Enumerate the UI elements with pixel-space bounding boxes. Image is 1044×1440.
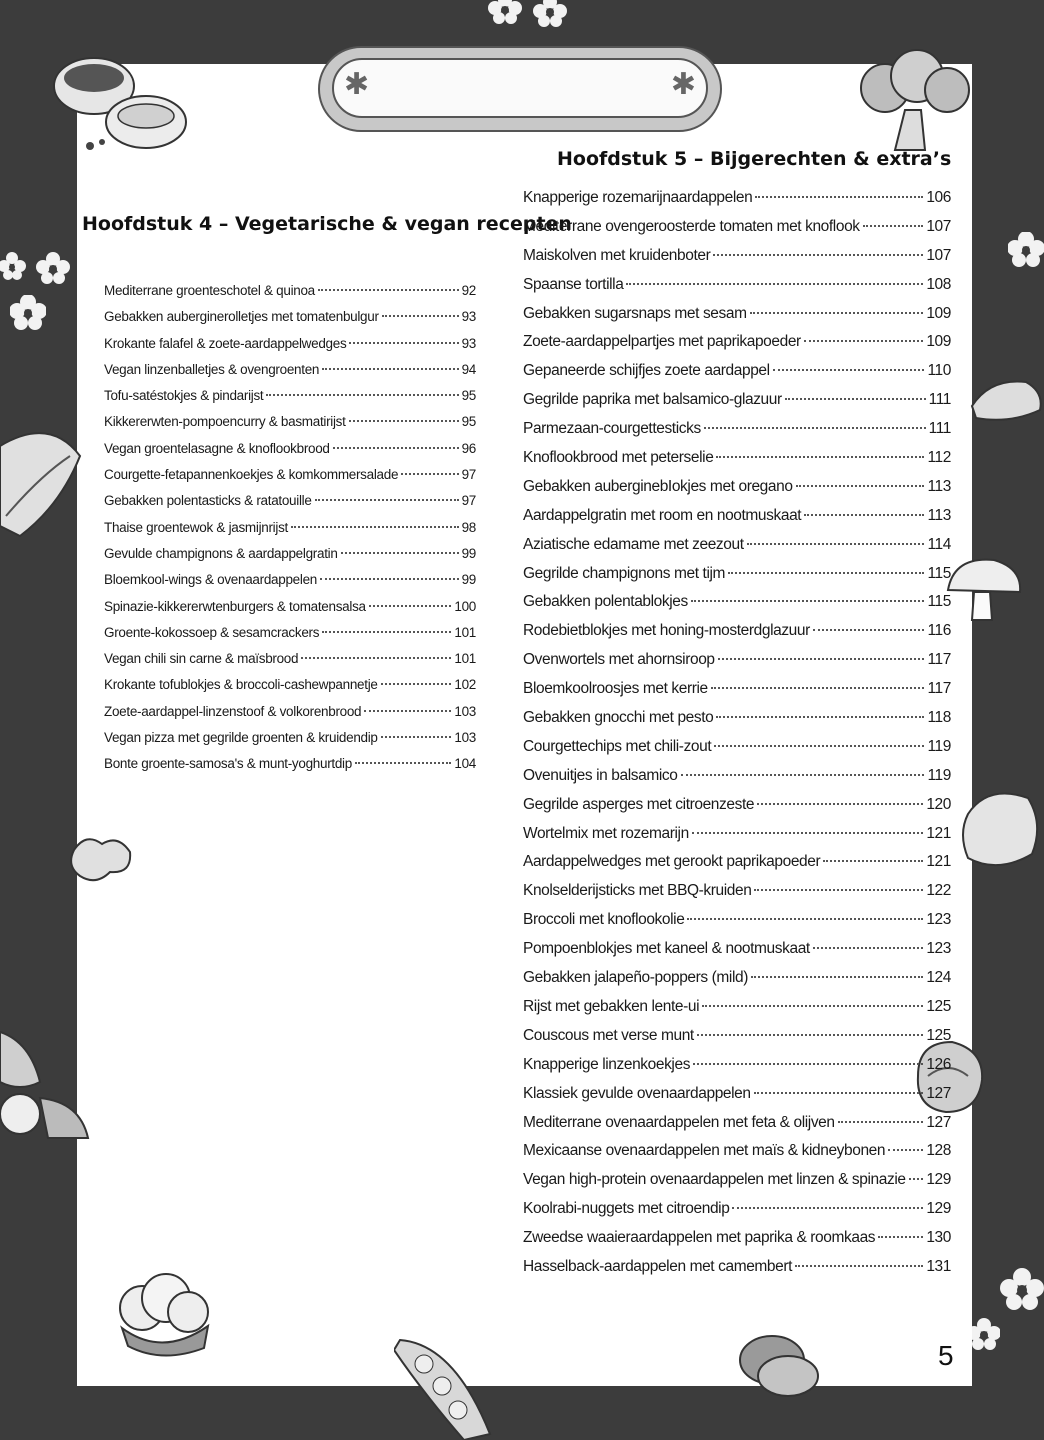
toc-entry-title: Knolselderijsticks met BBQ-kruiden: [523, 882, 752, 900]
dot-leader: [687, 918, 923, 920]
toc-entry-title: Aardappelwedges met gerookt paprikapoeder: [523, 853, 821, 871]
toc-entry[interactable]: [523, 680, 951, 709]
dot-leader: [333, 447, 459, 449]
toc-entry[interactable]: [523, 940, 951, 969]
toc-entry[interactable]: [523, 391, 951, 420]
dot-leader: [266, 394, 458, 396]
toc-entry-page: 112: [927, 449, 951, 467]
toc-entry-title: Knapperige rozemarijnaardappelen: [523, 189, 753, 206]
toc-entry[interactable]: [104, 599, 476, 625]
toc-entry[interactable]: [104, 467, 476, 493]
toc-entry-title: Wortelmix met rozemarijn: [523, 824, 689, 842]
toc-entry[interactable]: [104, 651, 476, 677]
toc-entry[interactable]: [523, 738, 951, 767]
toc-entry-title: Pompoenblokjes met kaneel & nootmuskaat: [523, 940, 810, 958]
toc-entry-page: 93: [461, 309, 476, 325]
dot-leader: [804, 514, 924, 516]
toc-entry-title: Gegrilde asperges met citroenzeste: [523, 795, 755, 813]
toc-entry-title: Bloemkool-wings & ovenaardappelen: [104, 572, 317, 588]
dot-leader: [754, 1092, 924, 1094]
toc-entry-page: 114: [927, 535, 951, 553]
toc-entry-page: 95: [461, 388, 476, 404]
toc-entry[interactable]: [523, 853, 951, 882]
toc-entry-title: Mexicaanse ovenaardappelen met maïs & kidneybonen: [523, 1142, 886, 1160]
flower-icon: [36, 252, 70, 286]
toc-entry[interactable]: [523, 969, 951, 998]
dot-leader: [785, 398, 926, 400]
toc-entry[interactable]: [104, 572, 476, 598]
flower-icon: [1000, 1268, 1044, 1312]
chapter-5-heading: Hoofdstuk 5 – Bijgerechten & extra’s: [557, 148, 952, 170]
toc-entry-title: Bonte groente-samosa's & munt-yoghurtdip: [104, 756, 352, 772]
toc-entry-page: 124: [926, 969, 951, 987]
dot-leader: [681, 774, 925, 776]
toc-entry[interactable]: [523, 1085, 951, 1114]
toc-entry[interactable]: [104, 388, 476, 414]
title-banner-inner: [332, 58, 708, 118]
dot-leader: [751, 976, 923, 978]
dot-leader: [355, 762, 451, 764]
toc-entry-page: 117: [927, 680, 951, 698]
toc-entry-page: 93: [461, 335, 476, 351]
toc-entry-title: Vegan linzenballetjes & ovengroenten: [104, 361, 320, 377]
toc-entry[interactable]: [523, 247, 951, 276]
dot-leader: [369, 605, 452, 607]
toc-entry-page: 119: [927, 737, 951, 755]
broccoli-icon: [855, 48, 973, 152]
toc-entry-title: Mediterrane ovenaardappelen met feta & olijven: [523, 1113, 835, 1131]
dot-leader: [863, 225, 924, 227]
toc-entry[interactable]: [104, 704, 476, 730]
chapter-5-toc: [523, 189, 951, 1287]
toc-entry[interactable]: [523, 998, 951, 1027]
dot-leader: [381, 683, 452, 685]
toc-entry[interactable]: [523, 882, 951, 911]
toc-entry[interactable]: [523, 420, 951, 449]
toc-entry-title: Gebakken auberginerolletjes met tomatenbulgur: [104, 309, 379, 325]
dot-leader: [773, 369, 925, 371]
toc-entry-page: 110: [927, 362, 951, 380]
potato-icon: [736, 1330, 820, 1400]
dot-leader: [693, 1063, 923, 1065]
toc-entry-title: Gebakken sugarsnaps met sesam: [523, 304, 747, 322]
dot-leader: [714, 745, 924, 747]
dot-leader: [878, 1236, 923, 1238]
toc-entry-page: 123: [926, 940, 951, 958]
title-banner: [318, 46, 722, 132]
pea-pod-icon: [394, 1334, 494, 1440]
dot-leader: [320, 578, 459, 580]
bowls-icon: [50, 52, 188, 152]
toc-entry-title: Zweedse waaieraardappelen met paprika & roomkaas: [523, 1229, 876, 1247]
toc-entry-page: 118: [927, 709, 951, 727]
toc-entry-title: Bloemkoolroosjes met kerrie: [523, 680, 708, 698]
toc-entry-page: 97: [461, 467, 476, 483]
toc-entry-page: 125: [926, 1026, 951, 1044]
toc-entry[interactable]: [523, 1056, 951, 1085]
toc-entry-title: Couscous met verse munt: [523, 1026, 694, 1044]
toc-entry[interactable]: [104, 493, 476, 519]
toc-entry-page: 106: [926, 189, 951, 206]
toc-entry[interactable]: [104, 730, 476, 756]
toc-entry[interactable]: [523, 767, 951, 796]
dot-leader: [713, 254, 923, 256]
toc-entry-title: Knapperige linzenkoekjes: [523, 1055, 691, 1073]
toc-entry-page: 120: [926, 795, 951, 813]
toc-entry-page: 129: [926, 1200, 951, 1218]
toc-entry-page: 115: [927, 593, 951, 611]
dot-leader: [318, 289, 459, 291]
toc-entry-page: 107: [926, 246, 951, 264]
dot-leader: [315, 499, 459, 501]
toc-entry-title: Groente-kokossoep & sesamcrackers: [104, 624, 320, 640]
toc-entry[interactable]: [523, 1171, 951, 1200]
dot-leader: [813, 629, 925, 631]
toc-entry-title: Koolrabi-nuggets met citroendip: [523, 1200, 730, 1218]
toc-entry-title: Thaise groentewok & jasmijnrijst: [104, 519, 288, 535]
toc-entry-page: 130: [926, 1229, 951, 1247]
toc-entry-page: 128: [926, 1142, 951, 1160]
toc-entry-page: 126: [926, 1055, 951, 1073]
dot-leader: [702, 1005, 923, 1007]
toc-entry[interactable]: [523, 305, 951, 334]
toc-entry-title: Courgette-fetapannenkoekjes & komkommersalade: [104, 467, 399, 483]
toc-entry[interactable]: [104, 625, 476, 651]
dot-leader: [796, 485, 925, 487]
dot-leader: [382, 315, 459, 317]
toc-entry-title: Courgettechips met chili-zout: [523, 737, 712, 755]
toc-entry-title: Zoete-aardappel-linzenstoof & volkorenbrood: [104, 703, 362, 719]
toc-entry[interactable]: [104, 441, 476, 467]
toc-entry[interactable]: [523, 333, 951, 362]
toc-entry-page: 129: [926, 1171, 951, 1189]
toc-entry-page: 125: [926, 997, 951, 1015]
dot-leader: [747, 543, 925, 545]
dot-leader: [754, 889, 923, 891]
cucumber-icon: [0, 1022, 90, 1142]
dot-leader: [823, 860, 923, 862]
toc-entry-page: 131: [926, 1257, 951, 1275]
toc-entry-title: Vegan pizza met gegrilde groenten & kruidendip: [104, 730, 378, 746]
dot-leader: [692, 832, 924, 834]
toc-entry-title: Gebakken jalapeño-poppers (mild): [523, 969, 748, 987]
toc-entry-title: Krokante tofublokjes & broccoli-cashewpannetje: [104, 677, 378, 693]
dot-leader: [716, 716, 924, 718]
toc-entry[interactable]: [523, 536, 951, 565]
toc-entry-title: Knoflookbrood met peterselie: [523, 449, 714, 467]
toc-entry[interactable]: [523, 276, 951, 305]
ginger-icon: [958, 784, 1044, 874]
flower-icon: [532, 0, 568, 28]
toc-entry-title: Parmezaan-courgettesticks: [523, 420, 701, 438]
toc-entry-title: Spaanse tortilla: [523, 275, 624, 293]
toc-entry[interactable]: [523, 1027, 951, 1056]
toc-entry[interactable]: [523, 1114, 951, 1143]
toc-entry-title: Vegan chili sin carne & maïsbrood: [104, 651, 299, 667]
toc-entry[interactable]: [523, 1142, 951, 1171]
toc-entry-title: Gevulde champignons & aardappelgratin: [104, 545, 338, 561]
flower-icon: [968, 1318, 1000, 1352]
toc-entry-page: 113: [927, 506, 951, 524]
toc-entry[interactable]: [523, 1200, 951, 1229]
toc-entry-title: Krokante falafel & zoete-aardappelwedges: [104, 335, 347, 351]
toc-entry-title: Gepaneerde schijfjes zoete aardappel: [523, 362, 770, 380]
toc-entry-title: Gegrilde paprika met balsamico-glazuur: [523, 391, 782, 409]
toc-entry[interactable]: [523, 449, 951, 478]
toc-entry[interactable]: [523, 593, 951, 622]
toc-entry-page: 107: [926, 217, 951, 235]
toc-entry[interactable]: [104, 336, 476, 362]
dot-leader: [697, 1034, 923, 1036]
toc-entry-page: 100: [454, 598, 476, 614]
toc-entry-title: Gebakken polentablokjes: [523, 593, 688, 611]
toc-entry-title: Broccoli met knoflookolie: [523, 911, 685, 929]
toc-entry-title: Ovenwortels met ahornsiroop: [523, 651, 715, 669]
toc-entry-title: Zoete-aardappelpartjes met paprikapoeder: [523, 333, 801, 351]
toc-entry-title: Hasselback-aardappelen met camembert: [523, 1257, 793, 1275]
flower-icon: [1008, 232, 1044, 268]
toc-entry-page: 104: [454, 756, 476, 772]
toc-entry-title: Gebakken gnocchi met pesto: [523, 709, 714, 727]
dot-leader: [716, 456, 924, 458]
toc-entry-page: 95: [461, 414, 476, 430]
toc-entry[interactable]: [104, 309, 476, 335]
toc-entry-title: Spinazie-kikkererwtenburgers & tomatensalsa: [104, 598, 366, 614]
toc-entry-title: Klassiek gevulde ovenaardappelen: [523, 1084, 751, 1102]
mushroom-icon: [944, 556, 1024, 626]
toc-entry-page: 98: [461, 519, 476, 535]
toc-entry[interactable]: [104, 520, 476, 546]
toc-entry[interactable]: [523, 189, 951, 218]
toc-entry-page: 97: [461, 493, 476, 509]
toc-entry[interactable]: [104, 362, 476, 388]
toc-entry[interactable]: [523, 651, 951, 680]
toc-entry-page: 108: [926, 275, 951, 293]
dot-leader: [364, 710, 451, 712]
toc-entry-page: 109: [926, 304, 951, 322]
dot-leader: [291, 526, 459, 528]
dot-leader: [301, 657, 451, 659]
toc-entry-page: 96: [461, 440, 476, 456]
toc-entry-title: Gegrilde champignons met tijm: [523, 564, 726, 582]
flower-icon: [487, 0, 523, 24]
dot-leader: [718, 658, 925, 660]
dot-leader: [795, 1265, 923, 1267]
toc-entry[interactable]: [523, 218, 951, 247]
toc-entry-page: 94: [461, 361, 476, 377]
chapter-4-heading: Hoofdstuk 4 – Vegetarische & vegan recepten: [82, 213, 572, 235]
toc-entry-page: 127: [926, 1084, 951, 1102]
toc-entry-page: 115: [927, 564, 951, 582]
dot-leader: [349, 342, 458, 344]
toc-entry-title: Ovenuitjes in balsamico: [523, 766, 678, 784]
toc-entry-page: 116: [927, 622, 951, 640]
toc-entry-page: 102: [454, 677, 476, 693]
toc-entry-title: Aziatische edamame met zeezout: [523, 535, 744, 553]
toc-entry-page: 111: [928, 420, 951, 438]
dot-leader: [401, 473, 458, 475]
dot-leader: [322, 368, 458, 370]
toc-entry-title: Aardappelgratin met room en nootmuskaat: [523, 506, 802, 524]
dot-leader: [838, 1121, 924, 1123]
dot-leader: [755, 196, 923, 198]
star-icon: ✱: [670, 68, 696, 101]
toc-entry-page: 103: [454, 703, 476, 719]
chapter-4-toc: [104, 283, 476, 783]
toc-entry-title: Mediterrane ovengeroosterde tomaten met knoflook: [523, 217, 860, 235]
toc-entry[interactable]: [104, 283, 476, 309]
toc-entry-page: 99: [461, 545, 476, 561]
toc-entry[interactable]: [523, 622, 951, 651]
toc-entry-page: 101: [454, 624, 476, 640]
toc-entry[interactable]: [523, 1229, 951, 1258]
dot-leader: [381, 736, 452, 738]
toc-entry-title: Mediterrane groenteschotel & quinoa: [104, 283, 315, 298]
toc-entry[interactable]: [523, 478, 951, 507]
toc-entry-page: 122: [926, 882, 951, 900]
toc-entry[interactable]: [523, 362, 951, 391]
dot-leader: [732, 1207, 923, 1209]
toc-entry-page: 103: [454, 730, 476, 746]
dot-leader: [691, 600, 925, 602]
dot-leader: [626, 283, 923, 285]
peanut-icon: [66, 830, 136, 888]
flower-icon: [0, 252, 26, 282]
toc-entry[interactable]: [523, 1258, 951, 1287]
toc-entry-page: 119: [927, 766, 951, 784]
ginger-icon: [970, 372, 1044, 428]
toc-entry-page: 109: [926, 333, 951, 351]
toc-entry-page: 121: [926, 824, 951, 842]
toc-entry[interactable]: [523, 825, 951, 854]
dot-leader: [909, 1178, 924, 1180]
toc-entry-title: Tofu-satéstokjes & pindarijst: [104, 388, 264, 404]
dot-leader: [711, 687, 925, 689]
toc-entry-page: 92: [461, 283, 476, 298]
toc-entry-title: Maiskolven met kruidenboter: [523, 246, 711, 264]
toc-entry-title: Rijst met gebakken lente-ui: [523, 997, 700, 1015]
toc-entry-page: 99: [461, 572, 476, 588]
flower-icon: [10, 295, 46, 331]
toc-entry[interactable]: [523, 709, 951, 738]
dot-leader: [349, 420, 459, 422]
toc-entry-page: 121: [926, 853, 951, 871]
toc-entry-page: 101: [454, 651, 476, 667]
dot-leader: [322, 631, 451, 633]
lettuce-icon: [0, 416, 86, 540]
toc-entry-page: 111: [928, 391, 951, 409]
toc-entry-title: Kikkererwten-pompoencurry & basmatirijst: [104, 414, 346, 430]
toc-entry[interactable]: [523, 911, 951, 940]
dot-leader: [750, 312, 924, 314]
cauliflower-icon: [108, 1268, 218, 1358]
dot-leader: [704, 427, 926, 429]
toc-entry-title: Vegan high-protein ovenaardappelen met linzen & spinazie: [523, 1171, 906, 1189]
dot-leader: [757, 803, 923, 805]
toc-entry-title: Gebakken polentasticks & ratatouille: [104, 493, 312, 509]
toc-entry-page: 117: [927, 651, 951, 669]
toc-entry[interactable]: [523, 565, 951, 594]
toc-entry-page: 127: [926, 1113, 951, 1131]
dot-leader: [813, 947, 924, 949]
dot-leader: [341, 552, 459, 554]
toc-entry-page: 123: [926, 911, 951, 929]
dot-leader: [728, 572, 924, 574]
page-number: 5: [938, 1340, 954, 1371]
toc-entry[interactable]: [104, 756, 476, 782]
toc-entry-title: Gebakken auberginebIokjes met oregano: [523, 477, 793, 495]
toc-entry[interactable]: [523, 507, 951, 536]
toc-entry[interactable]: [523, 796, 951, 825]
toc-entry-page: 113: [927, 477, 951, 495]
toc-entry[interactable]: [104, 546, 476, 572]
dot-leader: [804, 340, 924, 342]
toc-entry-title: Vegan groentelasagne & knoflookbrood: [104, 440, 330, 456]
star-icon: ✱: [344, 68, 370, 101]
toc-entry[interactable]: [104, 677, 476, 703]
dot-leader: [888, 1149, 923, 1151]
toc-entry[interactable]: [104, 414, 476, 440]
toc-entry-title: Rodebietblokjes met honing-mosterdglazuur: [523, 622, 810, 640]
